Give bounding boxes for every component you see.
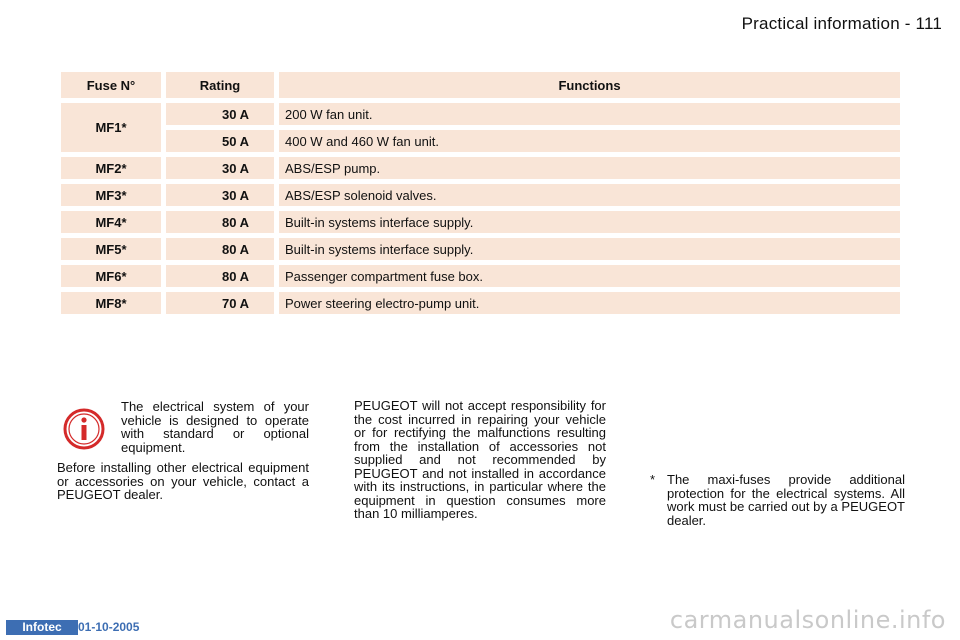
fuse-function: Built-in systems interface supply. bbox=[279, 238, 900, 260]
fuse-number: MF2* bbox=[61, 157, 161, 179]
info-icon bbox=[62, 407, 106, 451]
page-header: Practical information - 111 bbox=[741, 14, 942, 33]
table-row bbox=[61, 130, 900, 152]
footnote-text: The maxi-fuses provide additional protection for the electrical systems. All work must be carried out by a PEUGEOT dealer. bbox=[667, 472, 905, 528]
table-row bbox=[61, 211, 900, 233]
table-row bbox=[61, 238, 900, 260]
fuse-rating: 50 A bbox=[166, 130, 274, 152]
fuse-rating: 30 A bbox=[166, 157, 274, 179]
liability-text: PEUGEOT will not accept responsibility for the cost incurred in repairing your vehicle or for rectifying the malfunctions resulting from the installation of accessories not supplied and not recommended by PEUGEOT and not installed in accordance with its instructions, in particular where the equipment in question consumes more than 10 milliamperes. bbox=[354, 398, 606, 521]
table-row bbox=[61, 292, 900, 314]
table-row bbox=[61, 265, 900, 287]
fuse-rating: 30 A bbox=[166, 103, 274, 125]
fuse-function: 400 W and 460 W fan unit. bbox=[279, 130, 900, 152]
header-rating: Rating bbox=[166, 72, 274, 98]
info-advice-text: Before installing other electrical equipment or accessories on your vehicle, contact a PEUGEOT dealer. bbox=[57, 460, 309, 502]
fuse-rating: 30 A bbox=[166, 184, 274, 206]
table-row bbox=[61, 157, 900, 179]
fuse-function: Built-in systems interface supply. bbox=[279, 211, 900, 233]
fuse-rating: 80 A bbox=[166, 238, 274, 260]
fuse-number: MF1* bbox=[61, 103, 161, 152]
fuse-number: MF5* bbox=[61, 238, 161, 260]
footer-date: 01-10-2005 bbox=[78, 620, 140, 634]
footnote-marker: * bbox=[650, 472, 656, 487]
header-fuse: Fuse N° bbox=[61, 72, 161, 98]
fuse-number: MF4* bbox=[61, 211, 161, 233]
fuse-number: MF6* bbox=[61, 265, 161, 287]
info-text: The electrical system of your vehicle is designed to operate with standard or optional equipment. bbox=[121, 399, 309, 455]
table-row bbox=[61, 103, 900, 125]
header-functions: Functions bbox=[279, 72, 900, 98]
fuse-number: MF3* bbox=[61, 184, 161, 206]
fuse-number: MF8* bbox=[61, 292, 161, 314]
footnote bbox=[650, 473, 905, 527]
fuse-rating: 80 A bbox=[166, 211, 274, 233]
fuse-function: ABS/ESP pump. bbox=[279, 157, 900, 179]
table-header-row bbox=[61, 72, 900, 98]
fuse-rating: 80 A bbox=[166, 265, 274, 287]
watermark: carmanualsonline.info bbox=[669, 606, 946, 634]
infotec-badge: Infotec bbox=[6, 620, 78, 635]
fuse-function: Power steering electro-pump unit. bbox=[279, 292, 900, 314]
fuse-function: Passenger compartment fuse box. bbox=[279, 265, 900, 287]
fuse-function: ABS/ESP solenoid valves. bbox=[279, 184, 900, 206]
fuse-function: 200 W fan unit. bbox=[279, 103, 900, 125]
fuse-table bbox=[56, 67, 905, 319]
table-row bbox=[61, 184, 900, 206]
fuse-rating: 70 A bbox=[166, 292, 274, 314]
